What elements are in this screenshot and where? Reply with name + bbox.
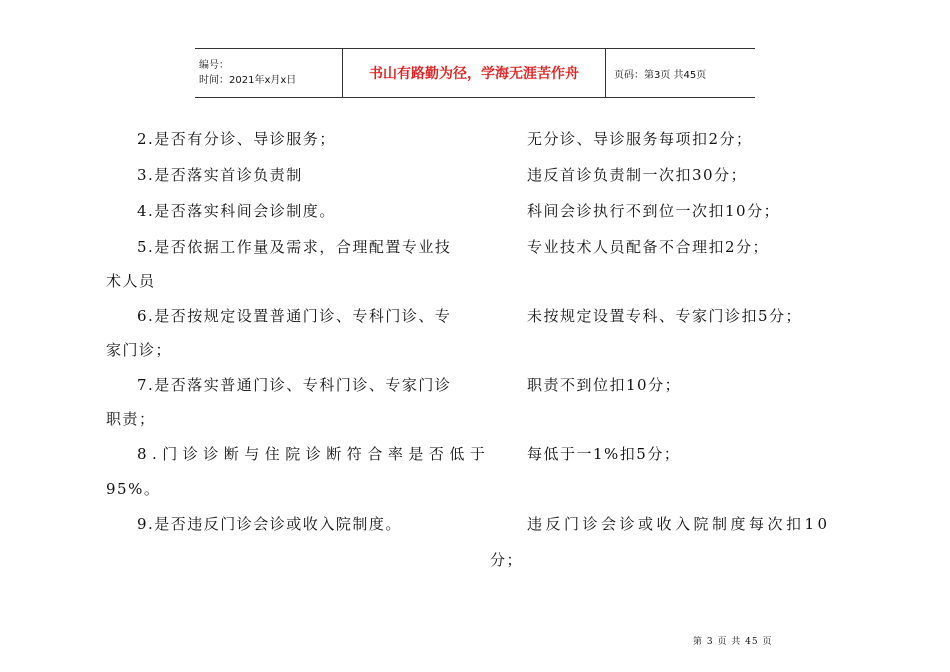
item-7-criterion: 7.是否落实普通门诊、专科门诊、专家门诊 [137, 376, 452, 394]
item-3-deduction: 违反首诊负责制一次扣30分； [527, 166, 748, 184]
item-3-criterion: 3.是否落实首诊负责制 [137, 166, 303, 184]
time-label: 时间：2021年x月x日 [199, 75, 297, 86]
item-6-deduction: 未按规定设置专科、专家门诊扣5分； [527, 307, 803, 325]
header-motto [343, 49, 606, 97]
item-7-criterion-cont: 职责； [106, 410, 156, 428]
item-2-criterion: 2.是否有分诊、导诊服务； [137, 130, 336, 148]
item-2-deduction: 无分诊、导诊服务每项扣2分； [527, 130, 753, 148]
page-header [195, 48, 755, 98]
item-9-deduction-cont: 分； [490, 551, 524, 569]
item-9-criterion: 9.是否违反门诊会诊或收入院制度。 [137, 515, 402, 533]
item-5-deduction: 专业技术人员配备不合理扣2分； [527, 238, 770, 256]
item-6-criterion: 6.是否按规定设置普通门诊、专科门诊、专 [137, 307, 452, 325]
header-meta [195, 49, 343, 97]
item-4-criterion: 4.是否落实科间会诊制度。 [137, 202, 336, 220]
item-9-deduction: 违反门诊会诊或收入院制度每次扣10 [527, 515, 831, 533]
serial-label: 编号： [199, 60, 229, 71]
header-page-info [606, 49, 755, 97]
page-footer: 第 3 页 共 45 页 [693, 637, 773, 647]
item-8-criterion-cont: 95%。 [106, 480, 161, 498]
item-7-deduction: 职责不到位扣10分； [527, 376, 682, 394]
item-8-criterion: 8.门诊诊断与住院诊断符合率是否低于 [137, 445, 491, 463]
item-6-criterion-cont: 家门诊； [106, 341, 173, 359]
item-4-deduction: 科间会诊执行不到位一次扣10分； [527, 202, 781, 220]
item-8-deduction: 每低于一1%扣5分； [527, 445, 681, 463]
page-info-text: 页码：第3页 共45页 [614, 69, 707, 81]
motto-text: 书山有路勤为径，学海无涯苦作舟 [369, 66, 579, 82]
item-5-criterion: 5.是否依据工作量及需求，合理配置专业技 [137, 238, 452, 256]
item-5-criterion-cont: 术人员 [106, 272, 156, 290]
